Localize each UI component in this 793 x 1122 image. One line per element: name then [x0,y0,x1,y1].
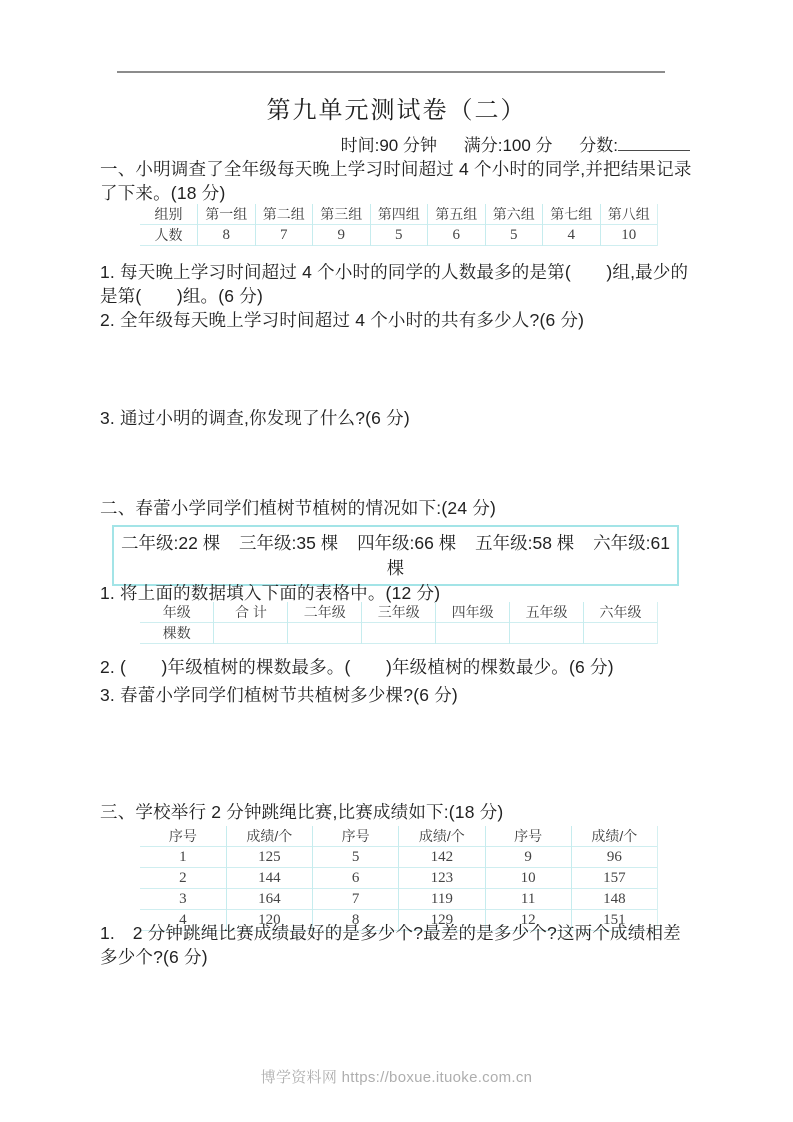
table-cell-empty [288,623,362,644]
table-cell: 151 [571,910,657,931]
grade-five-count: 五年级:58 棵 [475,533,575,553]
section-three-heading: 三、学校举行 2 分钟跳绳比赛,比赛成绩如下:(18 分) [100,802,504,822]
table-cell: 157 [571,868,657,889]
table-cell: 11 [485,889,571,910]
table-row [140,623,658,644]
table-cell: 5 [485,225,543,246]
top-divider [117,71,665,73]
table-row [140,847,658,868]
table-cell: 第二组 [255,204,313,225]
table-row [140,868,658,889]
tree-planting-table [140,602,658,644]
table-cell: 9 [485,847,571,868]
table-row [140,225,658,246]
table-row [140,602,658,623]
data-box-line-2: 棵 [386,558,405,578]
study-time-table [140,204,658,246]
exam-time: 时间:90 分钟 [340,136,437,155]
table-cell: 119 [399,889,485,910]
table-cell: 148 [571,889,657,910]
table-cell: 8 [198,225,256,246]
table-cell: 5 [313,847,399,868]
table-cell: 164 [226,889,312,910]
grade-two-count: 二年级:22 棵 [121,533,221,553]
section-two-heading: 二、春蕾小学同学们植树节植树的情况如下:(24 分) [100,498,497,518]
table-cell: 组别 [154,206,183,222]
table-cell: 9 [313,225,371,246]
table-cell: 人数 [154,227,183,243]
table-cell: 125 [226,847,312,868]
table-cell: 合 计 [214,602,288,623]
table-cell: 10 [600,225,658,246]
table-cell: 123 [399,868,485,889]
table-cell: 4 [543,225,601,246]
table-cell: 6 [428,225,486,246]
table-cell: 129 [399,910,485,931]
table-row [140,826,658,847]
section-two-question-2: 2. ( )年级植树的棵数最多。( )年级植树的棵数最少。(6 分) [100,657,614,677]
section-three-question-1: 1. 2 分钟跳绳比赛成绩最好的是多少个?最差的是多少个?这两个成绩相差多少个?(6 分) [100,923,681,967]
table-cell: 7 [313,889,399,910]
table-cell: 12 [485,910,571,931]
table-cell-empty [214,623,288,644]
table-cell: 3 [179,890,187,907]
table-cell: 96 [571,847,657,868]
table-cell: 144 [226,868,312,889]
table-cell: 7 [255,225,313,246]
table-cell: 年级 [162,604,191,620]
table-cell-empty [510,623,584,644]
section-two-question-1: 1. 将上面的数据填入下面的表格中。(12 分) [100,583,441,603]
table-cell: 第五组 [428,204,486,225]
table-cell-empty [362,623,436,644]
score-label: 分数: [579,136,618,155]
table-cell: 2 [179,869,187,886]
table-cell: 六年级 [584,602,658,623]
table-cell: 三年级 [362,602,436,623]
table-cell: 成绩/个 [399,826,485,847]
data-box-line-1 [121,531,670,556]
grade-six-count: 六年级:61 [593,533,670,553]
table-cell: 10 [485,868,571,889]
table-cell: 成绩/个 [571,826,657,847]
table-cell: 第七组 [543,204,601,225]
footer-watermark: 博学资料网 https://boxue.ituoke.com.cn [260,1069,533,1086]
grade-four-count: 四年级:66 棵 [357,533,457,553]
table-cell: 第三组 [313,204,371,225]
grade-three-count: 三年级:35 棵 [239,533,339,553]
page-title: 第九单元测试卷（二） [266,98,527,124]
table-cell: 4 [179,911,187,928]
section-two-question-3: 3. 春蕾小学同学们植树节共植树多少棵?(6 分) [100,685,458,705]
table-cell: 6 [313,868,399,889]
table-cell: 第四组 [370,204,428,225]
section-one-question-1: 1. 每天晚上学习时间超过 4 个小时的同学的人数最多的是第( )组,最少的是第( )组。(6 分) [100,262,689,306]
table-cell: 8 [313,910,399,931]
table-cell: 5 [370,225,428,246]
section-one-heading: 一、小明调查了全年级每天晚上学习时间超过 4 个小时的同学,并把结果记录了下来。(18 分) [100,159,692,203]
table-cell: 序号 [485,826,571,847]
section-one-question-2: 2. 全年级每天晚上学习时间超过 4 个小时的共有多少人?(6 分) [100,310,585,330]
table-cell: 二年级 [288,602,362,623]
table-cell: 四年级 [436,602,510,623]
table-cell-empty [584,623,658,644]
table-cell: 142 [399,847,485,868]
exam-meta [100,131,690,156]
table-cell: 五年级 [510,602,584,623]
table-cell: 第一组 [198,204,256,225]
rope-skipping-table [140,826,658,931]
score-blank [618,135,690,151]
section-one-question-3: 3. 通过小明的调查,你发现了什么?(6 分) [100,408,410,428]
table-cell: 120 [226,910,312,931]
table-row [140,889,658,910]
table-cell: 序号 [168,828,197,844]
table-cell: 第六组 [485,204,543,225]
table-cell: 棵数 [162,625,191,641]
exam-full-score: 满分:100 分 [463,136,553,155]
table-cell: 序号 [313,826,399,847]
table-row [140,204,658,225]
table-cell-empty [436,623,510,644]
table-cell: 第八组 [600,204,658,225]
table-cell: 1 [179,848,187,865]
table-cell: 成绩/个 [226,826,312,847]
tree-planting-data-box [112,525,679,586]
